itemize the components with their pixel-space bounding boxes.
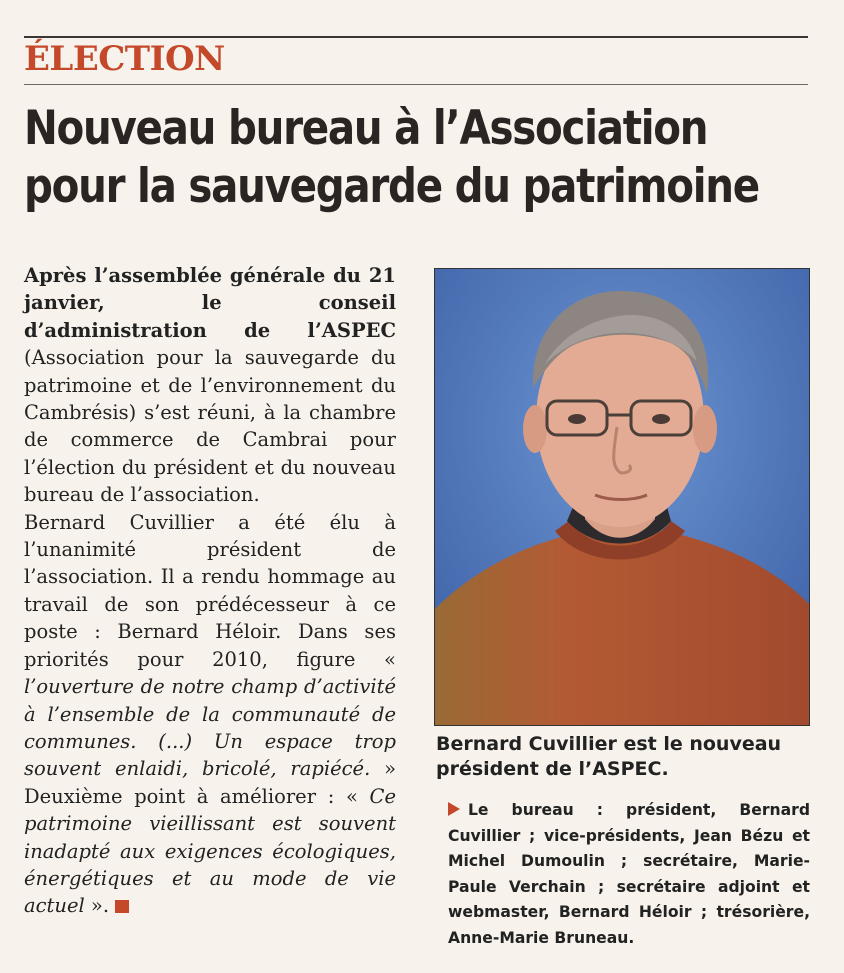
lead-rest: (Association pour la sauvegarde du patrimoine et de l’environnement du Cambrésis) s’est réuni, à la chambre de commerce de Cambrai pour l’élection du président et du nouveau bureau de l’association. xyxy=(24,346,396,507)
portrait-illustration xyxy=(435,269,809,725)
section-rule xyxy=(24,84,808,85)
second-paragraph xyxy=(24,509,396,920)
headline-line-2: pour la sauvegarde du patrimoine xyxy=(24,159,759,214)
quote-2: Ce patrimoine vieillissant est souvent inadapté aux exigences écologiques, énergétiques et au mode de vie actuel xyxy=(24,784,396,918)
portrait-photo xyxy=(434,268,810,726)
section-label: ÉLECTION xyxy=(24,39,225,79)
headline xyxy=(24,100,759,216)
lead-paragraph xyxy=(24,262,396,509)
bureau-text: Le bureau : président, Bernard Cuvillier ; vice-présidents, Jean Bézu et Michel Dumoulin ; secrétaire, Marie-Paule Verchain ; secrétaire adjoint et webmaster, Bernard Héloir ; trésorière, Anne-Marie Bruneau. xyxy=(448,801,810,947)
para2-text-b: » Deuxième point à améliorer : « xyxy=(24,757,396,808)
headline-line-1: Nouveau bureau à l’Association xyxy=(24,101,708,156)
article-body xyxy=(24,262,396,920)
lead-bold: Après l’assemblée générale du 21 janvier, le conseil d’administration de l’ASPEC xyxy=(24,264,396,342)
quote-1: l’ouverture de notre champ d’activité à l’ensemble de la communauté de communes. (...) Un espace trop souvent enlaidi, bricolé, rapiécé. xyxy=(24,675,396,781)
bureau-box xyxy=(448,798,810,952)
para2-text-a: Bernard Cuvillier a été élu à l’unanimité président de l’association. Il a rendu hommage au travail de son prédécesseur à ce poste : Bernard Héloir. Dans ses priorités pour 2010, figure « xyxy=(24,510,396,671)
para2-text-c: ». xyxy=(84,894,110,918)
triangle-bullet-icon xyxy=(448,802,460,816)
end-mark-icon xyxy=(115,900,129,913)
photo-caption: Bernard Cuvillier est le nouveau président de l’ASPEC. xyxy=(436,733,782,780)
